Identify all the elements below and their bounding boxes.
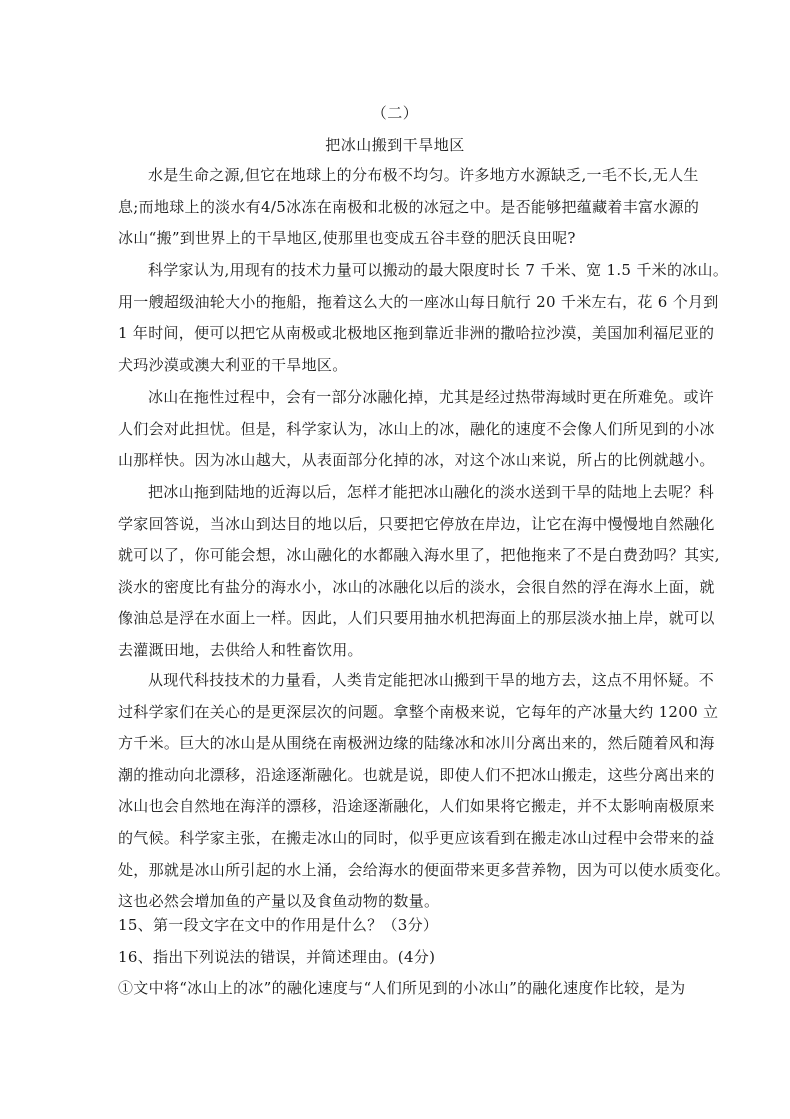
text-line: 过科学家们在关心的是更深层次的问题。拿整个南极来说，它每年的产冰量大约 1200 立 (118, 702, 719, 721)
text-line: 这也必然会增加鱼的产量以及食鱼动物的数量。 (118, 892, 440, 911)
text-line: 息;而地球上的淡水有4/5冰冻在南极和北极的冰冠之中。是否能够把蕴藏着丰富水源的 (118, 197, 700, 216)
text-line: 学家回答说，当冰山到达目的地以后，只要把它停放在岸边，让它在海中慢慢地自然融化 (118, 514, 715, 533)
paragraph-5 (118, 665, 731, 918)
paragraph-2 (118, 255, 729, 381)
section-number: （二） (371, 104, 419, 122)
text-line: 犬玛沙漠或澳大利亚的干旱地区。 (118, 355, 348, 374)
text-line: 山那样快。因为冰山越大，从表面部分化掉的冰，对这个冰山来说，所占的比例就越小。 (118, 451, 715, 470)
question-15: 15、第一段文字在文中的作用是什么？（3分） (118, 916, 439, 934)
text-line: 科学家认为,用现有的技术力量可以搬动的最大限度时长 7 千米、宽 1.5 千米的冰山。 (148, 261, 729, 279)
article-title: 把冰山搬到干旱地区 (325, 136, 465, 154)
questions (118, 910, 686, 1005)
text-line: 淡水的密度比有盐分的海水小，冰山的冰融化以后的淡水，会很自然的浮在海水上面，就 (118, 577, 715, 596)
paragraph-1 (118, 160, 700, 255)
text-line: 潮的推动向北漂移，沿途逐渐融化。也就是说，即使人们不把冰山搬走，这些分离出来的 (118, 765, 715, 784)
text-line: 去灌溉田地，去供给人和牲畜饮用。 (118, 640, 363, 659)
text-line: 从现代科技技术的力量看，人类肯定能把冰山搬到干旱的地方去，这点不用怀疑。不 (148, 671, 715, 689)
text-line: 把冰山拖到陆地的近海以后，怎样才能把冰山融化的淡水送到干旱的陆地上去呢？科 (148, 483, 715, 501)
text-line: 人们会对此担忧。但是，科学家认为，冰山上的冰，融化的速度不会像人们所见到的小冰 (118, 419, 715, 438)
text-line: 像油总是浮在水面上一样。因此，人们只要用抽水机把海面上的那层淡水抽上岸，就可以 (118, 609, 715, 628)
text-line: 冰山“搬”到世界上的干旱地区,使那里也变成五谷丰登的肥沃良田呢? (118, 229, 576, 248)
paragraph-3 (118, 382, 715, 477)
text-line: 的气候。科学家主张，在搬走冰山的同时，似乎更应该看到在搬走冰山过程中会带来的益 (118, 828, 715, 847)
text-line: 冰山在拖性过程中，会有一部分冰融化掉，尤其是经过热带海域时更在所难免。或许 (148, 388, 715, 406)
text-line: 水是生命之源,但它在地球上的分布极不均匀。许多地方水源缺乏,一毛不长,无人生 (148, 166, 699, 184)
question-16-item-1: ①文中将“冰山上的冰”的融化速度与“人们所见到的小冰山”的融化速度作比较，是为 (118, 979, 686, 998)
question-16: 16、指出下列说法的错误，并简述理由。(4分) (118, 947, 436, 966)
text-line: 方千米。巨大的冰山是从围绕在南极洲边缘的陆缘冰和冰川分离出来的，然后随着风和海 (118, 734, 715, 753)
text-line: 冰山也会自然地在海洋的漂移，沿途逐渐融化，人们如果将它搬走，并不太影响南极原来 (118, 797, 715, 816)
text-line: 1 年时间，便可以把它从南极或北极地区拖到靠近非洲的撒哈拉沙漠，美国加利福尼亚的 (118, 324, 715, 343)
text-line: 处，那就是冰山所引起的水上涌，会给海水的便面带来更多营养物，因为可以使水质变化。 (118, 860, 731, 879)
paragraph-4 (118, 477, 720, 667)
text-line: 用一艘超级油轮大小的拖船，拖着这么大的一座冰山每日航行 20 千米左右，花 6 个月到 (118, 292, 719, 311)
text-line: 就可以了，你可能会想，冰山融化的水都融入海水里了，把他拖来了不是白费劲吗？其实, (118, 546, 720, 565)
